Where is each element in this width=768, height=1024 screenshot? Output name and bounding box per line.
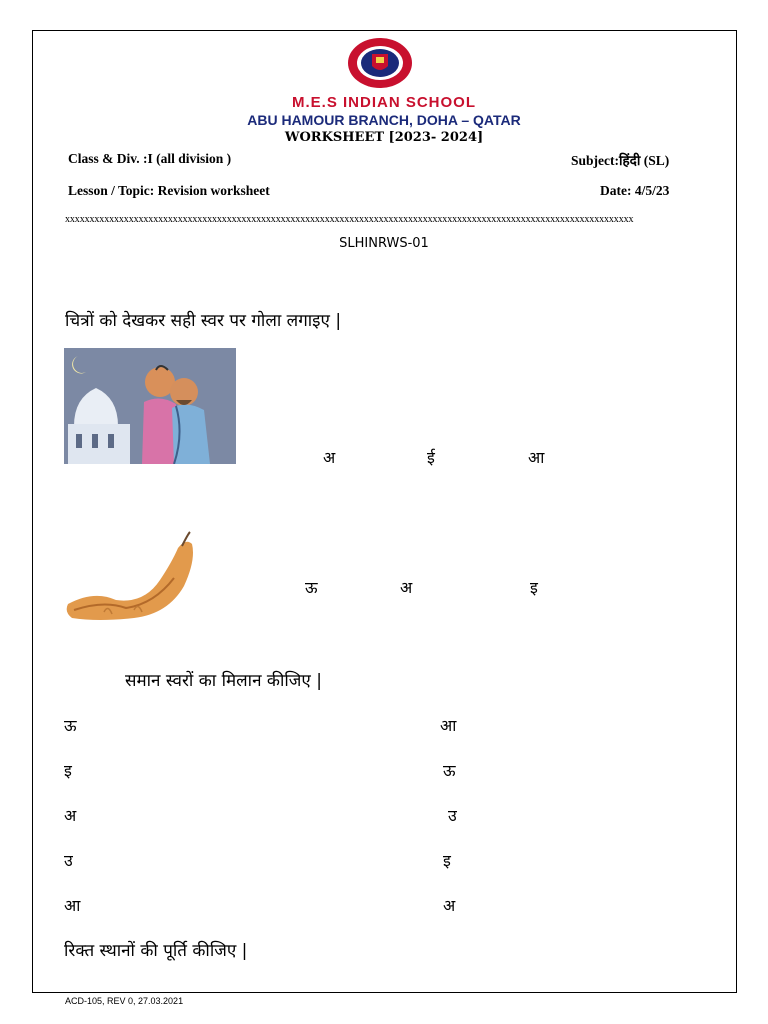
match-left-5: आ: [64, 896, 81, 915]
q2-option-1: ऊ: [305, 578, 318, 597]
match-left-2: इ: [64, 761, 72, 780]
q2-option-3: इ: [530, 578, 538, 597]
q1-option-3: आ: [528, 448, 545, 467]
q1-option-1: अ: [323, 448, 336, 467]
q1-option-2: ई: [427, 448, 435, 467]
lesson-topic: Lesson / Topic: Revision worksheet: [68, 183, 270, 198]
instruction-fill-blanks: रिक्त स्थानों की पूर्ति कीजिए |: [64, 941, 248, 961]
match-left-4: उ: [64, 851, 73, 870]
eid-hug-image: [64, 348, 236, 464]
match-right-1: आ: [440, 716, 457, 735]
page-border: [32, 30, 737, 993]
branch-name: ABU HAMOUR BRANCH, DOHA – QATAR: [247, 112, 521, 128]
match-right-4: इ: [443, 851, 451, 870]
class-division: Class & Div. :I (all division ): [68, 151, 232, 166]
match-right-3: उ: [448, 806, 457, 825]
match-right-5: अ: [443, 896, 456, 915]
match-right-2: ऊ: [443, 761, 456, 780]
match-left-1: ऊ: [64, 716, 77, 735]
school-name: M.E.S INDIAN SCHOOL: [291, 94, 476, 111]
tamarind-image: [64, 530, 196, 622]
instruction-circle-vowel: चित्रों को देखकर सही स्वर पर गोला लगाइए |: [65, 311, 342, 331]
school-logo: [346, 36, 414, 90]
date: Date: 4/5/23: [600, 183, 670, 198]
separator-line: xxxxxxxxxxxxxxxxxxxxxxxxxxxxxxxxxxxxxxxxxxxxxxxxxxxxxxxxxxxxxxxxxxxxxxxxxxxxxxxxxxxxxxxxxxxxxxxxxxxxxxxxxxxxxxxxxxxx: [65, 214, 634, 225]
subject: Subject:हिंदी (SL): [571, 153, 670, 168]
document-reference: ACD-105, REV 0, 27.03.2021: [65, 996, 184, 1006]
worksheet-year: WORKSHEET [2023- 2024]: [284, 130, 484, 145]
match-left-3: अ: [64, 806, 77, 825]
worksheet-code: SLHINRWS-01: [339, 236, 429, 251]
instruction-match-vowels: समान स्वरों का मिलान कीजिए |: [125, 671, 322, 691]
q2-option-2: अ: [400, 578, 413, 597]
